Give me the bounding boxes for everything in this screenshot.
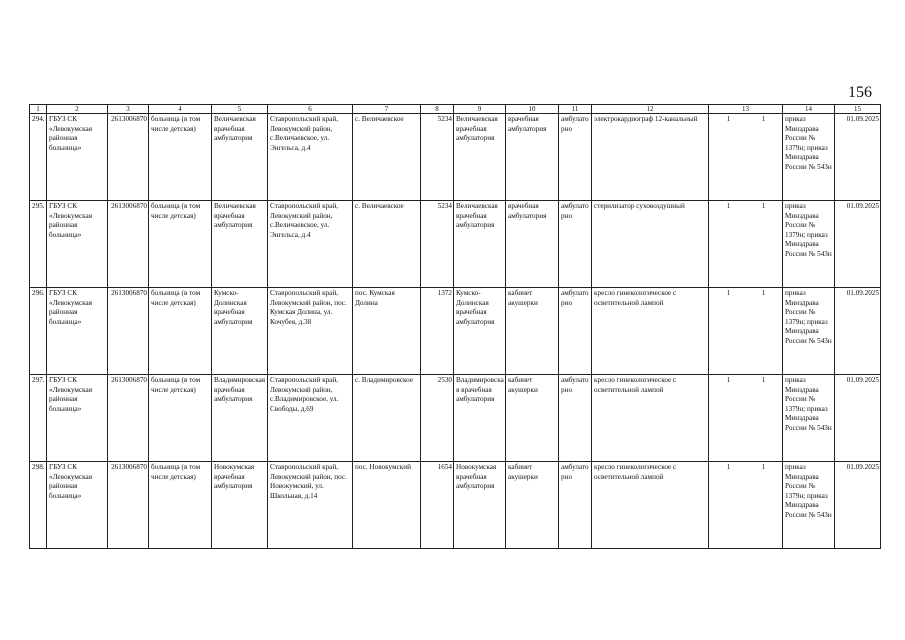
column-header: 12 bbox=[592, 105, 709, 114]
quantity-b: 1 bbox=[761, 463, 766, 471]
room-cell: кабинет акушерки bbox=[506, 462, 559, 549]
address-cell: Ставропольский край, Левокумский район, пос. Новокумский, ул. Школьная, д.14 bbox=[268, 462, 353, 549]
quantity-cell bbox=[709, 288, 783, 375]
unit-cell: Кумско-Долинская врачебная амбулатория bbox=[212, 288, 268, 375]
room-cell: кабинет акушерки bbox=[506, 288, 559, 375]
inn-cell: 2613006870 bbox=[108, 114, 149, 201]
column-header: 6 bbox=[268, 105, 353, 114]
type-cell: больница (в том числе детская) bbox=[149, 462, 212, 549]
inn-cell: 2613006870 bbox=[108, 201, 149, 288]
settlement-cell: пос. Кумская Долина bbox=[353, 288, 421, 375]
quantity-b: 1 bbox=[761, 289, 766, 297]
column-header: 13 bbox=[709, 105, 783, 114]
header-row bbox=[30, 105, 881, 114]
basis-cell: приказ Минздрава России № 1379н; приказ Минздрава России № 543н bbox=[783, 114, 835, 201]
equipment-registry-table bbox=[29, 104, 881, 549]
row-number: 294. bbox=[30, 114, 47, 201]
inn-cell: 2613006870 bbox=[108, 288, 149, 375]
quantity-b: 1 bbox=[761, 202, 766, 210]
type-cell: больница (в том числе детская) bbox=[149, 288, 212, 375]
date-cell: 01.09.2025 bbox=[835, 201, 881, 288]
basis-cell: приказ Минздрава России № 1379н; приказ Минздрава России № 543н bbox=[783, 375, 835, 462]
facility-cell: Новокумская врачебная амбулатория bbox=[454, 462, 506, 549]
quantity-cell bbox=[709, 114, 783, 201]
address-cell: Ставропольский край, Левокумский район, пос. Кумская Долина, ул. Кочубея, д.38 bbox=[268, 288, 353, 375]
date-cell: 01.09.2025 bbox=[835, 375, 881, 462]
population-cell: 1654 bbox=[421, 462, 454, 549]
table-row bbox=[30, 114, 881, 201]
basis-cell: приказ Минздрава России № 1379н; приказ Минздрава России № 543н bbox=[783, 462, 835, 549]
room-cell: врачебная амбулатория bbox=[506, 114, 559, 201]
equipment-cell: стерилизатор суховоздушный bbox=[592, 201, 709, 288]
address-cell: Ставропольский край, Левокумский район, с.Величаевское, ул. Энгельса, д.4 bbox=[268, 201, 353, 288]
equipment-cell: кресло гинекологическое с осветительной лампой bbox=[592, 375, 709, 462]
row-number: 296. bbox=[30, 288, 47, 375]
quantity-cell bbox=[709, 375, 783, 462]
population-cell: 1372 bbox=[421, 288, 454, 375]
quantity-a: 1 bbox=[726, 376, 731, 384]
table-row bbox=[30, 375, 881, 462]
quantity-b: 1 bbox=[761, 376, 766, 384]
row-number: 297. bbox=[30, 375, 47, 462]
population-cell: 5234 bbox=[421, 201, 454, 288]
column-header: 7 bbox=[353, 105, 421, 114]
type-cell: больница (в том числе детская) bbox=[149, 375, 212, 462]
mode-cell: амбулаторно bbox=[559, 201, 592, 288]
room-cell: врачебная амбулатория bbox=[506, 201, 559, 288]
inn-cell: 2613006870 bbox=[108, 375, 149, 462]
table-row bbox=[30, 201, 881, 288]
row-number: 298. bbox=[30, 462, 47, 549]
column-header: 15 bbox=[835, 105, 881, 114]
equipment-cell: кресло гинекологическое с осветительной лампой bbox=[592, 288, 709, 375]
table-row bbox=[30, 462, 881, 549]
mode-cell: амбулаторно bbox=[559, 114, 592, 201]
column-header: 1 bbox=[30, 105, 47, 114]
mode-cell: амбулаторно bbox=[559, 462, 592, 549]
column-header: 8 bbox=[421, 105, 454, 114]
inn-cell: 2613006870 bbox=[108, 462, 149, 549]
facility-cell: Владимировская врачебная амбулатория bbox=[454, 375, 506, 462]
address-cell: Ставропольский край, Левокумский район, с.Величаевское, ул. Энгельса, д.4 bbox=[268, 114, 353, 201]
organization-cell: ГБУЗ СК «Левокумская районная больница» bbox=[47, 375, 108, 462]
facility-cell: Величаевская врачебная амбулатория bbox=[454, 201, 506, 288]
equipment-cell: кресло гинекологическое с осветительной лампой bbox=[592, 462, 709, 549]
room-cell: кабинет акушерки bbox=[506, 375, 559, 462]
population-cell: 2530 bbox=[421, 375, 454, 462]
date-cell: 01.09.2025 bbox=[835, 462, 881, 549]
date-cell: 01.09.2025 bbox=[835, 288, 881, 375]
row-number: 295. bbox=[30, 201, 47, 288]
settlement-cell: пос. Новокумский bbox=[353, 462, 421, 549]
unit-cell: Величаевская врачебная амбулатория bbox=[212, 114, 268, 201]
column-header: 9 bbox=[454, 105, 506, 114]
page-number: 156 bbox=[848, 84, 872, 101]
equipment-cell: электрокардиограф 12-канальный bbox=[592, 114, 709, 201]
population-cell: 5234 bbox=[421, 114, 454, 201]
facility-cell: Кумско-Долинская врачебная амбулатория bbox=[454, 288, 506, 375]
basis-cell: приказ Минздрава России № 1379н; приказ Минздрава России № 543н bbox=[783, 288, 835, 375]
organization-cell: ГБУЗ СК «Левокумская районная больница» bbox=[47, 114, 108, 201]
quantity-a: 1 bbox=[726, 202, 731, 210]
unit-cell: Новокумская врачебная амбулатория bbox=[212, 462, 268, 549]
settlement-cell: с. Величаевское bbox=[353, 201, 421, 288]
quantity-a: 1 bbox=[726, 115, 731, 123]
type-cell: больница (в том числе детская) bbox=[149, 201, 212, 288]
basis-cell: приказ Минздрава России № 1379н; приказ Минздрава России № 543н bbox=[783, 201, 835, 288]
quantity-a: 1 bbox=[726, 463, 731, 471]
mode-cell: амбулаторно bbox=[559, 375, 592, 462]
quantity-cell bbox=[709, 462, 783, 549]
column-header: 3 bbox=[108, 105, 149, 114]
facility-cell: Величаевская врачебная амбулатория bbox=[454, 114, 506, 201]
column-header: 2 bbox=[47, 105, 108, 114]
column-header: 11 bbox=[559, 105, 592, 114]
date-cell: 01.09.2025 bbox=[835, 114, 881, 201]
settlement-cell: с. Владимировское bbox=[353, 375, 421, 462]
quantity-cell bbox=[709, 201, 783, 288]
unit-cell: Величаевская врачебная амбулатория bbox=[212, 201, 268, 288]
column-header: 4 bbox=[149, 105, 212, 114]
table-row bbox=[30, 288, 881, 375]
organization-cell: ГБУЗ СК «Левокумская районная больница» bbox=[47, 201, 108, 288]
address-cell: Ставропольский край, Левокумский район, с.Владимировское, ул. Свободы, д.69 bbox=[268, 375, 353, 462]
unit-cell: Владимировская врачебная амбулатория bbox=[212, 375, 268, 462]
settlement-cell: с. Величаевское bbox=[353, 114, 421, 201]
organization-cell: ГБУЗ СК «Левокумская районная больница» bbox=[47, 288, 108, 375]
quantity-b: 1 bbox=[761, 115, 766, 123]
column-header: 10 bbox=[506, 105, 559, 114]
column-header: 5 bbox=[212, 105, 268, 114]
quantity-a: 1 bbox=[726, 289, 731, 297]
organization-cell: ГБУЗ СК «Левокумская районная больница» bbox=[47, 462, 108, 549]
type-cell: больница (в том числе детская) bbox=[149, 114, 212, 201]
mode-cell: амбулаторно bbox=[559, 288, 592, 375]
column-header: 14 bbox=[783, 105, 835, 114]
